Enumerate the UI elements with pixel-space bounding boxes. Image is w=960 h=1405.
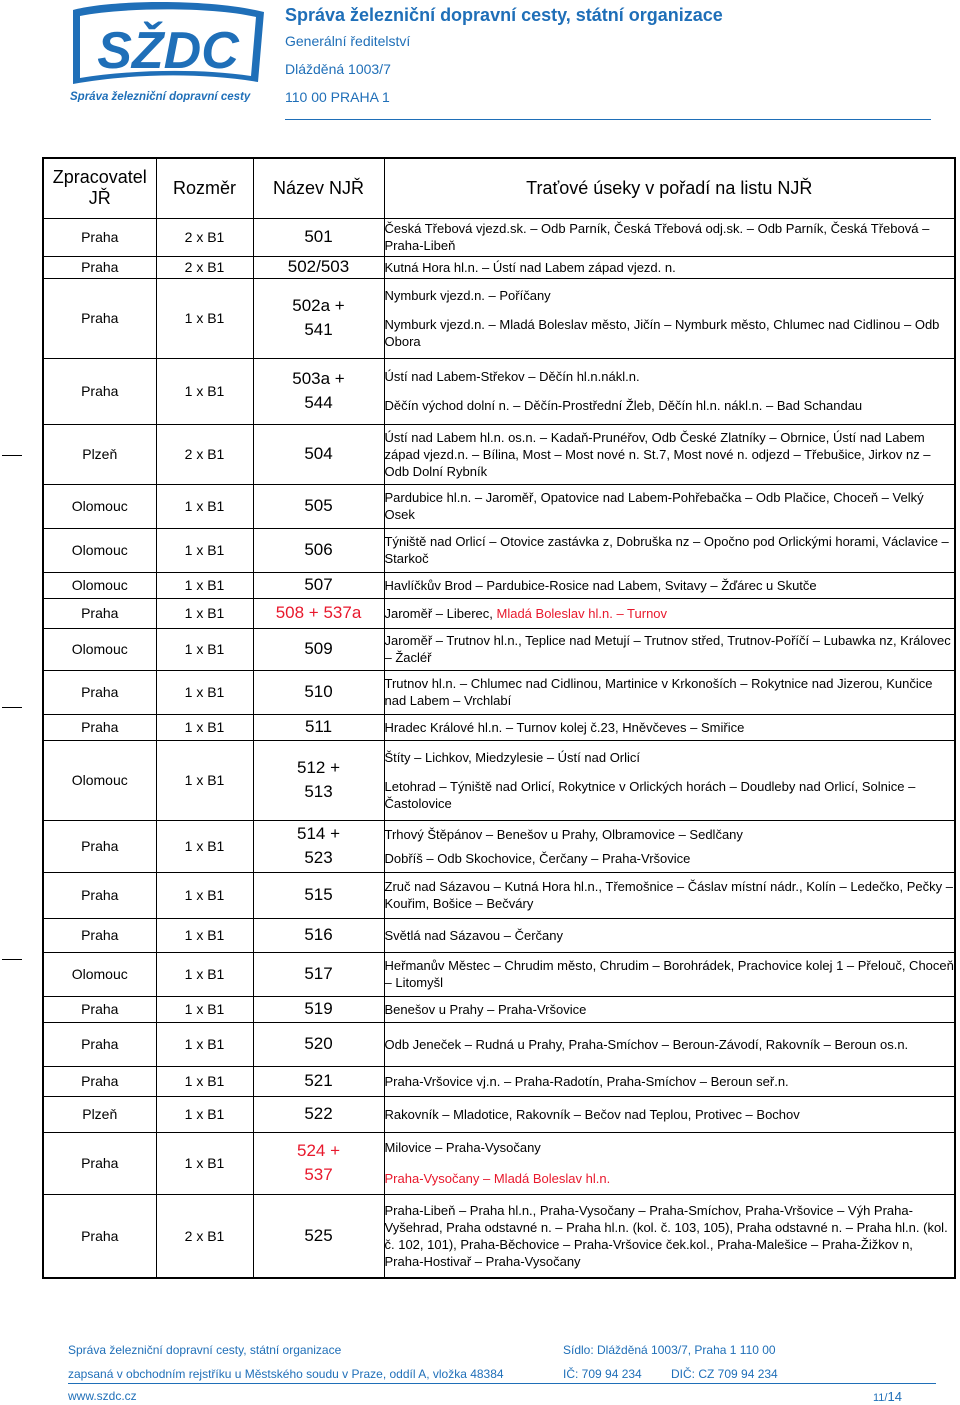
cell-zpracovatel: Praha	[43, 670, 156, 714]
cell-nazev: 515	[253, 872, 384, 918]
cell-nazev: 522	[253, 1096, 384, 1132]
cell-zpracovatel: Olomouc	[43, 572, 156, 598]
header-trate: Traťové úseky v pořadí na listu NJŘ	[384, 158, 955, 218]
table-row	[43, 598, 955, 628]
nazev-line2: 513	[304, 782, 333, 801]
trate-line: Milovice – Praha-Vysočany	[384, 1140, 541, 1155]
cell-rozmer: 1 x B1	[156, 1096, 253, 1132]
cell-rozmer: 2 x B1	[156, 256, 253, 278]
trate-black: Jaroměř – Liberec,	[384, 605, 497, 621]
table-header-row	[43, 158, 955, 218]
cell-zpracovatel: Praha	[43, 918, 156, 952]
cell-zpracovatel: Olomouc	[43, 740, 156, 820]
cell-trate: Trutnov hl.n. – Chlumec nad Cidlinou, Martinice v Krkonoších – Rokytnice nad Jizerou, Kunčice nad Labem – Vrchlabí	[384, 670, 955, 714]
nazev-line1: 524 +	[296, 1141, 340, 1160]
header-rozmer: Rozměr	[156, 158, 253, 218]
footer-org: Správa železniční dopravní cesty, státní organizace	[68, 1343, 342, 1357]
njr-table	[42, 157, 956, 1279]
cell-trate: Havlíčkův Brod – Pardubice-Rosice nad Labem, Svitavy – Žďárec u Skutče	[384, 572, 955, 598]
cell-nazev: 509	[253, 628, 384, 670]
cell-trate: Jaroměř – Trutnov hl.n., Teplice nad Metují – Trutnov střed, Trutnov-Poříčí – Lubawka nz, Královec – Žacléř	[384, 628, 955, 670]
table-row	[43, 628, 955, 670]
table-row	[43, 740, 955, 820]
cell-trate	[384, 358, 955, 424]
cell-zpracovatel: Praha	[43, 820, 156, 872]
trate-line: Trhový Štěpánov – Benešov u Prahy, Olbramovice – Sedlčany	[384, 826, 743, 842]
cell-nazev: 508 + 537a	[253, 598, 384, 628]
cell-rozmer: 1 x B1	[156, 484, 253, 528]
page-current: 11	[873, 1392, 885, 1404]
cell-rozmer: 1 x B1	[156, 996, 253, 1022]
logo-tagline: Správa železniční dopravní cesty	[70, 91, 251, 102]
table-row	[43, 358, 955, 424]
cell-trate	[384, 1132, 955, 1194]
dept-name: Generální ředitelství	[285, 33, 411, 49]
cell-rozmer: 1 x B1	[156, 278, 253, 358]
cell-rozmer: 1 x B1	[156, 572, 253, 598]
nazev-line1: 503a +	[292, 369, 345, 388]
nazev-line2: 523	[304, 848, 333, 867]
cell-rozmer: 2 x B1	[156, 218, 253, 256]
cell-nazev: 517	[253, 952, 384, 996]
table-row	[43, 278, 955, 358]
cell-rozmer: 1 x B1	[156, 952, 253, 996]
cell-nazev	[253, 278, 384, 358]
table-row	[43, 218, 955, 256]
nazev-line2: 537	[304, 1165, 333, 1184]
table-row	[43, 820, 955, 872]
table-row	[43, 1066, 955, 1096]
table-row	[43, 528, 955, 572]
cell-trate	[384, 740, 955, 820]
cell-nazev: 505	[253, 484, 384, 528]
trate-line: Štíty – Lichkov, Miedzylesie – Ústí nad Orlicí	[384, 749, 641, 765]
cell-rozmer: 1 x B1	[156, 1132, 253, 1194]
cell-rozmer: 1 x B1	[156, 1066, 253, 1096]
cell-trate: Ústí nad Labem hl.n. os.n. – Kadaň-Prunéřov, Odb České Zlatníky – Obrnice, Ústí nad Labem západ vjezd.n. – Bílina, Most – Most nové n. St.7, Most nové n. odjezd – Třebušice, Jirkov nz – Odb Dolní Rybník	[384, 424, 955, 484]
cell-nazev: 507	[253, 572, 384, 598]
cell-zpracovatel: Olomouc	[43, 628, 156, 670]
page-number: 11/14	[873, 1389, 902, 1404]
cell-rozmer: 1 x B1	[156, 872, 253, 918]
cell-nazev	[253, 820, 384, 872]
footer-registry: zapsaná v obchodním rejstříku u Městského soudu v Praze, oddíl A, vložka 48384	[68, 1367, 504, 1381]
nazev-line1: 512 +	[296, 758, 340, 777]
cell-zpracovatel: Praha	[43, 996, 156, 1022]
cell-nazev: 511	[253, 714, 384, 740]
cell-nazev: 520	[253, 1022, 384, 1066]
cell-rozmer: 1 x B1	[156, 740, 253, 820]
cell-zpracovatel: Praha	[43, 872, 156, 918]
cell-trate: Benešov u Prahy – Praha-Vršovice	[384, 996, 955, 1022]
cell-trate	[384, 820, 955, 872]
cell-rozmer: 1 x B1	[156, 358, 253, 424]
margin-mark	[2, 455, 22, 456]
cell-rozmer: 1 x B1	[156, 714, 253, 740]
nazev-line1: 514 +	[296, 824, 340, 843]
city-address: 110 00 PRAHA 1	[285, 89, 390, 105]
cell-trate: Rakovník – Mladotice, Rakovník – Bečov nad Teplou, Protivec – Bochov	[384, 1096, 955, 1132]
cell-rozmer: 1 x B1	[156, 598, 253, 628]
org-name: Správa železniční dopravní cesty, státní organizace	[285, 5, 723, 25]
cell-rozmer: 1 x B1	[156, 670, 253, 714]
table-row	[43, 952, 955, 996]
table-row	[43, 714, 955, 740]
header-zpracovatel-line1: Zpracovatel	[52, 167, 147, 188]
cell-trate: Světlá nad Sázavou – Čerčany	[384, 918, 955, 952]
cell-trate: Praha-Libeň – Praha hl.n., Praha-Vysočany – Praha-Smíchov, Praha-Vršovice – Výh Praha-Vyšehrad, Praha odstavné n. – Praha hl.n. (kol. č. 103, 105), Praha odstavné n. – Praha hl.n. (kol. č. 102, 101), Praha-Běchovice – Praha-Vršovice ček.kol., Praha-Malešice – Praha-Žižkov n, Praha-Hostivař – Praha-Vysočany	[384, 1194, 955, 1278]
cell-rozmer: 2 x B1	[156, 1194, 253, 1278]
table-row	[43, 572, 955, 598]
trate-red: Mladá Boleslav hl.n. – Turnov	[496, 605, 668, 621]
cell-zpracovatel: Plzeň	[43, 424, 156, 484]
trate-line-red: Praha-Vysočany – Mladá Boleslav hl.n.	[384, 1171, 611, 1186]
cell-zpracovatel: Olomouc	[43, 484, 156, 528]
page-total: 14	[887, 1389, 902, 1404]
margin-mark	[2, 707, 22, 708]
cell-zpracovatel: Praha	[43, 256, 156, 278]
table-row	[43, 256, 955, 278]
trate-line: Letohrad – Týniště nad Orlicí, Rokytnice v Orlických horách – Doudleby nad Orlicí, Solnice – Častolovice	[384, 778, 916, 811]
footer-web-link[interactable]: www.szdc.cz	[68, 1389, 137, 1403]
cell-nazev: 521	[253, 1066, 384, 1096]
street-address: Dlážděná 1003/7	[285, 61, 391, 77]
cell-nazev: 504	[253, 424, 384, 484]
footer-dic: DIČ: CZ 709 94 234	[671, 1367, 778, 1381]
cell-nazev	[253, 1132, 384, 1194]
cell-zpracovatel: Praha	[43, 278, 156, 358]
table-row	[43, 1096, 955, 1132]
cell-trate: Odb Jeneček – Rudná u Prahy, Praha-Smíchov – Beroun-Závodí, Rakovník – Beroun os.n.	[384, 1022, 955, 1066]
cell-zpracovatel: Praha	[43, 714, 156, 740]
table-row	[43, 918, 955, 952]
cell-zpracovatel: Praha	[43, 598, 156, 628]
cell-rozmer: 1 x B1	[156, 820, 253, 872]
margin-mark	[2, 959, 22, 960]
trate-line: Ústí nad Labem-Střekov – Děčín hl.n.nákl.n.	[384, 369, 640, 384]
cell-nazev: 510	[253, 670, 384, 714]
table-row	[43, 484, 955, 528]
cell-nazev: 506	[253, 528, 384, 572]
cell-nazev	[253, 358, 384, 424]
nazev-line2: 541	[304, 320, 333, 339]
cell-zpracovatel: Praha	[43, 218, 156, 256]
cell-nazev: 501	[253, 218, 384, 256]
footer-ico: IČ: 709 94 234	[563, 1367, 642, 1381]
table-row	[43, 670, 955, 714]
cell-trate: Česká Třebová vjezd.sk. – Odb Parník, Česká Třebová odj.sk. – Odb Parník, Česká Třebová – Praha-Libeň	[384, 218, 955, 256]
cell-nazev: 502/503	[253, 256, 384, 278]
cell-trate: Hradec Králové hl.n. – Turnov kolej č.23, Hněvčeves – Smiřice	[384, 714, 955, 740]
table-row	[43, 1194, 955, 1278]
cell-trate: Praha-Vršovice vj.n. – Praha-Radotín, Praha-Smíchov – Beroun seř.n.	[384, 1066, 955, 1096]
cell-zpracovatel: Olomouc	[43, 952, 156, 996]
header-zpracovatel-line2: JŘ	[88, 188, 111, 209]
table-row	[43, 996, 955, 1022]
cell-rozmer: 1 x B1	[156, 1022, 253, 1066]
header-nazev: Název NJŘ	[253, 158, 384, 218]
cell-rozmer: 1 x B1	[156, 528, 253, 572]
cell-trate: Týniště nad Orlicí – Otovice zastávka z, Dobruška nz – Opočno pod Orlickými horami, Václavice – Starkoč	[384, 528, 955, 572]
footer-divider	[68, 1383, 936, 1384]
cell-zpracovatel: Praha	[43, 1066, 156, 1096]
header-zpracovatel	[43, 158, 156, 218]
cell-zpracovatel: Praha	[43, 1194, 156, 1278]
table-row	[43, 1132, 955, 1194]
nazev-line1: 502a +	[292, 296, 345, 315]
nazev-line2: 544	[304, 393, 333, 412]
table-row	[43, 872, 955, 918]
logo-text: SŽDC	[97, 22, 239, 80]
trate-line: Nymburk vjezd.n. – Mladá Boleslav město, Jičín – Nymburk město, Chlumec nad Cidlinou – Odb Obora	[384, 316, 940, 349]
cell-trate: Zruč nad Sázavou – Kutná Hora hl.n., Třemošnice – Čáslav místní nádr., Kolín – Ledečko, Pečky – Kouřim, Bošice – Bečváry	[384, 872, 955, 918]
cell-trate	[384, 278, 955, 358]
trate-line: Dobříš – Odb Skochovice, Čerčany – Praha-Vršovice	[384, 850, 691, 866]
cell-nazev: 525	[253, 1194, 384, 1278]
cell-nazev: 519	[253, 996, 384, 1022]
cell-trate: Heřmanův Městec – Chrudim město, Chrudim – Borohrádek, Prachovice kolej 1 – Přelouč, Choceň – Litomyšl	[384, 952, 955, 996]
cell-nazev	[253, 740, 384, 820]
cell-trate: Kutná Hora hl.n. – Ústí nad Labem západ vjezd. n.	[384, 256, 955, 278]
footer-seat: Sídlo: Dlážděná 1003/7, Praha 1 110 00	[563, 1343, 776, 1357]
cell-rozmer: 2 x B1	[156, 424, 253, 484]
cell-nazev: 516	[253, 918, 384, 952]
header-divider	[285, 119, 931, 120]
table-row	[43, 424, 955, 484]
cell-zpracovatel: Praha	[43, 1132, 156, 1194]
trate-line: Děčín východ dolní n. – Děčín-Prostřední Žleb, Děčín hl.n. nákl.n. – Bad Schandau	[384, 398, 863, 413]
szdc-logo	[68, 2, 268, 102]
trate-line: Nymburk vjezd.n. – Poříčany	[384, 287, 551, 303]
cell-zpracovatel: Olomouc	[43, 528, 156, 572]
cell-zpracovatel: Plzeň	[43, 1096, 156, 1132]
table-row	[43, 1022, 955, 1066]
cell-zpracovatel: Praha	[43, 1022, 156, 1066]
cell-rozmer: 1 x B1	[156, 628, 253, 670]
cell-trate	[384, 598, 955, 628]
cell-rozmer: 1 x B1	[156, 918, 253, 952]
cell-trate: Pardubice hl.n. – Jaroměř, Opatovice nad Labem-Pohřebačka – Odb Plačice, Choceň – Velký Osek	[384, 484, 955, 528]
cell-zpracovatel: Praha	[43, 358, 156, 424]
